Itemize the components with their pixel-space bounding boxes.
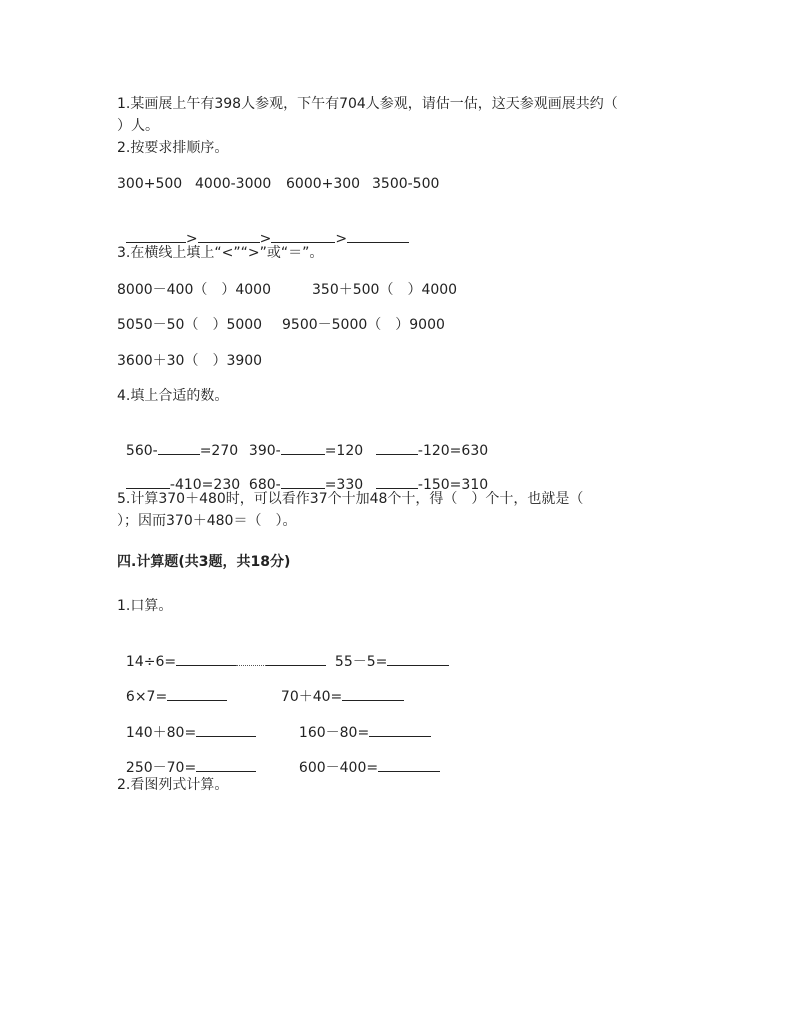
calc1-item-2-expr: 55－5=	[334, 654, 388, 670]
q4-title: 4.填上合适的数。	[117, 388, 229, 404]
calc1-item-6	[290, 704, 431, 742]
q2-expr-3: 6000+300	[286, 176, 361, 192]
q2-expr-1: 300+500	[117, 176, 183, 192]
q2-blank-1[interactable]	[126, 228, 186, 243]
calc1-blank-1b[interactable]	[266, 651, 326, 666]
q5-line1: 5.计算370＋480时，可以看作37个十加48个十，得（ ）个十，也就是（	[117, 491, 584, 507]
calc1-item-7-expr: 250－70=	[125, 760, 197, 776]
q2-blank-4[interactable]	[347, 228, 409, 243]
q4-item-3	[367, 422, 488, 460]
section-4-title: 四.计算题(共3题，共18分)	[117, 554, 291, 570]
q2-expr-4: 3500-500	[372, 176, 440, 192]
q2-expr-2: 4000-3000	[195, 176, 272, 192]
q2-gt-2: >	[259, 231, 272, 247]
calc1-item-5-expr: 140＋80=	[125, 725, 197, 741]
calc1-item-4	[272, 668, 404, 706]
calc1-item-2	[326, 633, 449, 671]
calc1-item-3-expr: 6×7=	[125, 689, 168, 705]
calc1-blank-8[interactable]	[378, 757, 440, 772]
q4-item-2	[240, 422, 363, 460]
calc1-item-3	[117, 668, 227, 706]
q4-item-1	[117, 422, 238, 460]
q2-title: 2.按要求排顺序。	[117, 140, 229, 156]
q2-gt-1: >	[185, 231, 198, 247]
q2-blank-3[interactable]	[271, 228, 335, 243]
calc1-item-8	[290, 739, 440, 777]
q4-item-4-post: -410=230	[169, 477, 241, 493]
q5-line2: ）；因而370＋480＝（ ）。	[117, 513, 297, 529]
calc1-item-5	[117, 704, 256, 742]
q1-line2: ）人。	[117, 118, 159, 134]
q4-blank-6[interactable]	[376, 474, 418, 489]
calc1-item-7	[117, 739, 256, 777]
q4-item-4	[117, 456, 240, 494]
q4-blank-2[interactable]	[281, 440, 325, 455]
calc1-blank-6[interactable]	[369, 722, 431, 737]
calc1-blank-3[interactable]	[167, 686, 227, 701]
calc1-item-6-expr: 160－80=	[298, 725, 370, 741]
q4-item-2-pre: 390-	[248, 443, 281, 459]
q3-item-5: 3600＋30（ ）3900	[117, 353, 263, 369]
q3-title: 3.在横线上填上“<”“>”或“＝”。	[117, 245, 324, 261]
q4-item-5	[240, 456, 363, 494]
q2-order-row	[117, 210, 409, 248]
calc1-blank-7[interactable]	[196, 757, 256, 772]
q4-blank-3[interactable]	[376, 440, 418, 455]
q4-item-6-post: -150=310	[417, 477, 489, 493]
q3-item-3: 5050－50（ ）5000	[117, 317, 263, 333]
calc1-dots	[236, 655, 266, 666]
q2-blank-2[interactable]	[198, 228, 260, 243]
q4-blank-5[interactable]	[281, 474, 325, 489]
q1-line1: 1.某画展上午有398人参观，下午有704人参观，请估一估，这天参观画展共约（	[117, 96, 618, 112]
q4-item-1-post: =270	[199, 443, 239, 459]
q3-item-4: 9500－5000（ ）9000	[282, 317, 445, 333]
calc1-item-1-expr: 14÷6=	[125, 654, 177, 670]
q3-item-1: 8000－400（ ）4000	[117, 282, 271, 298]
calc1-blank-4[interactable]	[342, 686, 404, 701]
q4-item-6	[367, 456, 488, 494]
q2-gt-3: >	[335, 231, 348, 247]
calc2-title: 2.看图列式计算。	[117, 777, 229, 793]
calc1-title: 1.口算。	[117, 598, 173, 614]
calc1-item-4-expr: 70＋40=	[280, 689, 343, 705]
q3-item-2: 350＋500（ ）4000	[312, 282, 458, 298]
calc1-blank-1a[interactable]	[176, 651, 236, 666]
calc1-blank-2[interactable]	[387, 651, 449, 666]
calc1-blank-5[interactable]	[196, 722, 256, 737]
q4-item-5-post: =330	[324, 477, 364, 493]
q4-item-2-post: =120	[324, 443, 364, 459]
q4-item-1-pre: 560-	[125, 443, 158, 459]
calc1-item-8-expr: 600－400=	[298, 760, 379, 776]
q4-item-3-post: -120=630	[417, 443, 489, 459]
q4-blank-1[interactable]	[158, 440, 200, 455]
q4-blank-4[interactable]	[126, 474, 170, 489]
calc1-item-1	[117, 633, 326, 671]
q4-item-5-pre: 680-	[248, 477, 281, 493]
